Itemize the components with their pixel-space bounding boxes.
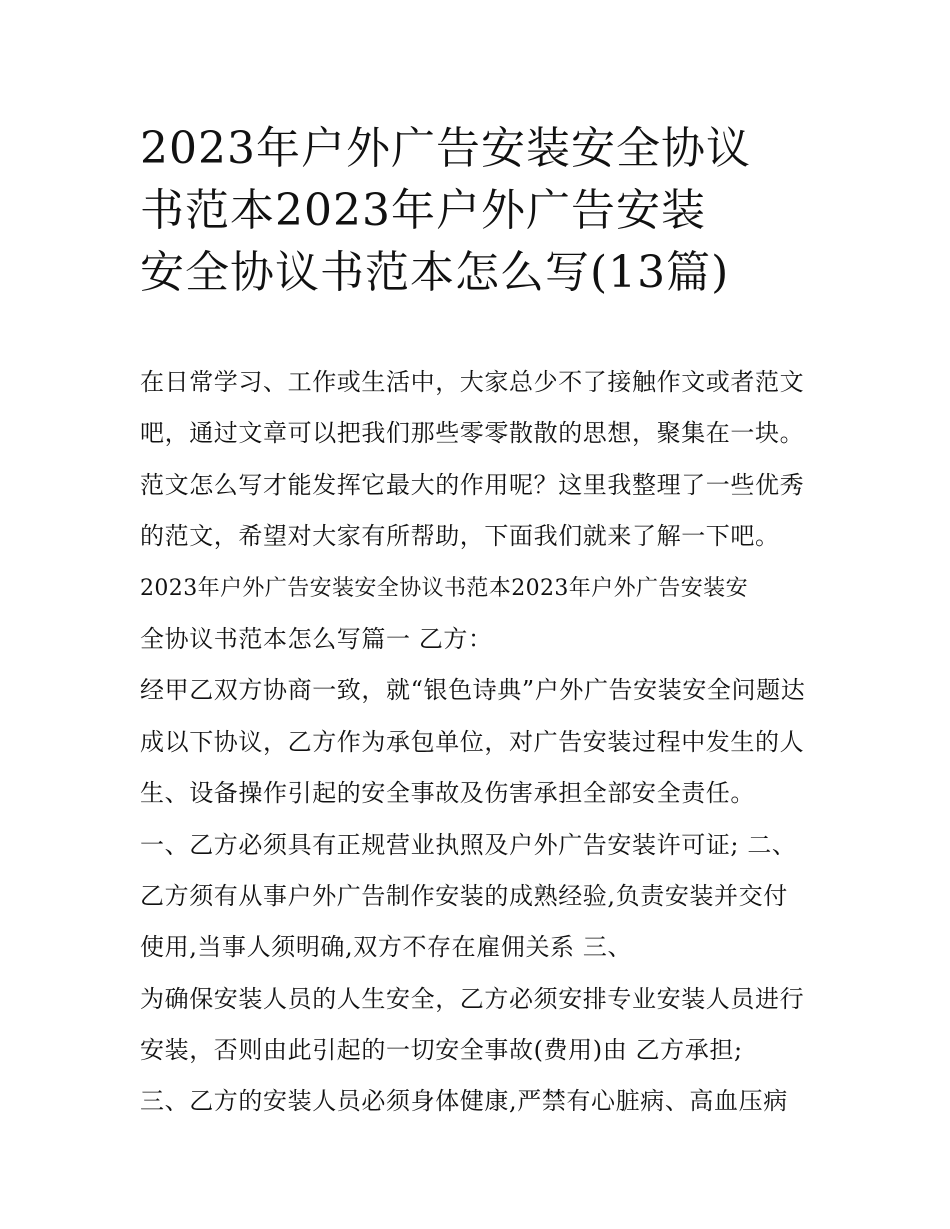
body-line: 经甲乙双方协商一致，就“银色诗典”户外广告安装安全问题达 (140, 676, 806, 705)
body-line: 2023年户外广告安装安全协议书范本2023年户外广告安装安 (140, 575, 748, 601)
body-line: 使用,当事人须明确,双方不存在雇佣关系 三、 (140, 933, 633, 962)
body-line: 乙方须有从事户外广告制作安装的成熟经验,负责安装并交付 (140, 881, 788, 910)
document-title (140, 118, 820, 304)
body-line: 一、乙方必须具有正规营业执照及户外广告安装许可证; 二、 (140, 830, 797, 859)
body-line: 范文怎么写才能发挥它最大的作用呢？这里我整理了一些优秀 (140, 470, 805, 499)
body-line: 成以下协议，乙方作为承包单位，对广告安装过程中发生的人 (140, 727, 805, 756)
body-line: 为确保安装人员的人生安全，乙方必须安排专业安装人员进行 (140, 984, 805, 1013)
body-line: 生、设备操作引起的安全事故及伤害承担全部安全责任。 (140, 779, 755, 808)
title-line: 2023年户外广告安装安全协议 (140, 123, 751, 174)
body-line: 的范文，希望对大家有所帮助，下面我们就来了解一下吧。 (140, 522, 780, 551)
title-line: 书范本2023年户外广告安装 (140, 185, 706, 236)
body-line: 在日常学习、工作或生活中，大家总少不了接触作文或者范文 (140, 368, 805, 396)
body-line: 吧，通过文章可以把我们那些零零散散的思想，聚集在一块。 (140, 419, 805, 448)
body-line: 全协议书范本怎么写篇一 乙方： (140, 624, 493, 653)
body-line: 三、乙方的安装人员必须身体健康,严禁有心脏病、高血压病 (140, 1087, 788, 1116)
title-line: 安全协议书范本怎么写(13篇) (140, 247, 730, 298)
body-line: 安装，否则由此引起的一切安全事故(费用)由 乙方承担; (140, 1036, 743, 1065)
document-body (140, 357, 830, 1128)
